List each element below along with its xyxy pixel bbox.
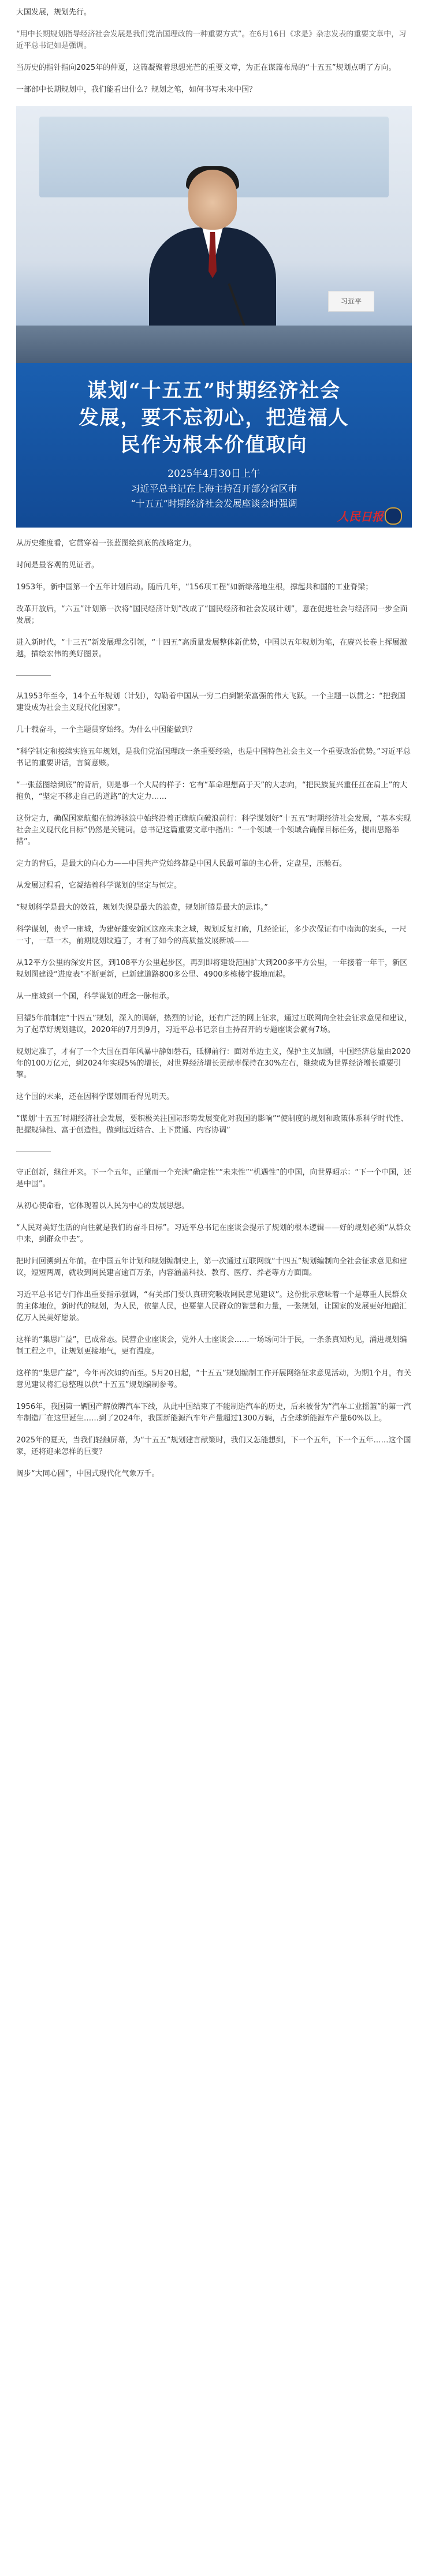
s2-para-14: 这个国的未来，还在因科学谋划而看得见明天。 [16, 1093, 174, 1101]
s2-para-3: “科学制定和接续实施五年规划，是我们党治国理政一条重要经验，也是中国特色社会主义一个重要政治优势。”习近平总书记的重要讲话，言简意赅。 [16, 747, 411, 768]
s1-para-3: 1953年，新中国第一个五年计划启动。随后几年，“156项工程”如新绿落地生根，撑起共和国的工业脊梁； [16, 583, 373, 592]
s3-para-7: 这样的“集思广益”，今年再次如约而至。5月20日起，“十五五”规划编制工作开展网络征求意见活动，为期1个月，有关意见建议将汇总整理以供“十五五”规划编制参考。 [16, 1369, 412, 1389]
intro-para-1: 大国发展，规划先行。 [16, 8, 92, 17]
s1-para-2: 时间是最客观的见证者。 [16, 561, 99, 570]
seal-icon [385, 507, 402, 525]
s3-para-2: 从初心使命看，它体现着以人民为中心的发展思想。 [16, 1202, 189, 1210]
s2-para-13: 规划定准了，才有了一个大国在百年风暴中静如磐石，砥柳前行：面对单边主义，保护主义加剧，中国经济总量由2020年的100万亿元，到2024年实现5%的增长，对世界经济增长贡献率保持在30%左右，继续成为世界经济增长重要引擎。 [16, 1048, 411, 1079]
s2-para-7: 从发展过程看，它凝结着科学谋划的坚定与恒定。 [16, 881, 182, 890]
s2-para-12: 回望5年前制定“十四五”规划，深入的调研，热烈的讨论，还有广泛的网上征求，通过互联网向全社会征求意见和建议，为了起草好规划建议，2020年的7月到9月，习近平总书记亲自主持召开的专题座谈会就有7场。 [16, 1014, 412, 1034]
s3-para-3: “人民对美好生活的向往就是我们的奋斗目标”。习近平总书记在座谈会提示了规划的根本逻辑——好的规划必须“从群众中来，到群众中去”。 [16, 1224, 411, 1244]
s2-para-11: 从一座城到一个国，科学谋划的理念一脉相承。 [16, 992, 174, 1001]
hero-headline-1: 谋划“十五五”时期经济社会 [87, 379, 341, 402]
s2-para-2: 几十载奋斗，一个主题贯穿始终。为什么中国能做到？ [16, 726, 197, 734]
divider [16, 1151, 51, 1152]
s3-para-5: 习近平总书记专门作出重要指示强调，“有关部门要认真研究吸收网民意见建议”。这份批示意味着一个是尊重人民群众的主体地位，新时代的规划，为人民，依靠人民，也要靠人民群众的智慧和力量，一张规划，让国家的发展更好地融汇亿万人民美好愿景。 [16, 1291, 407, 1322]
s3-para-4: 把时间回溯到五年前。在中国五年计划和规划编制史上，第一次通过互联网就“十四五”规划编制向全社会征求意见和建议，短短两周，就收到网民建言逾百万条，内容涵盖科技、教育、医疗、养老等方方面面。 [16, 1257, 407, 1277]
s3-para-9: 2025年的夏天，当我们轻触屏幕，为“十五五”规划建言献策时，我们又怎能想到，下一个五年，下一个五年……这个国家，还将迎来怎样的巨变？ [16, 1436, 411, 1456]
s2-para-9: 科学谋划，贵乎一座城，为建好雄安新区这座未来之城，规划反复打磨，几经论证，多少次保证有中南海的案头，一尺一寸，一草一木，前期规划纹遍了，才有了如今的高质量发展新城—— [16, 925, 407, 945]
s2-para-1: 从1953年至今，14个五年规划（计划），勾勒着中国从一穷二白到繁荣富强的伟大飞跃。一个主题一以贯之：“把我国建设成为社会主义现代化国家”。 [16, 692, 405, 712]
s2-para-5: 这份定力，确保国家航船在惊涛骇浪中始终沿着正确航向破浪前行：科学谋划好“十五五”时期经济社会发展，“基本实现社会主义现代化目标”仍然是关键词。总书记这篇重要文章中指出：“一个领域一个领域合确保目标任务，提出思路举措”。 [16, 814, 411, 846]
s1-para-5: 进入新时代，“十三五”新发展理念引领，“十四五”高质量发展整体新优势，中国以五年规划为笔，在赓兴长卷上挥展激越，描绘宏伟的美好图景。 [16, 638, 407, 659]
hero-image [16, 106, 412, 528]
hero-date: 2025年4月30日上午 [168, 468, 260, 480]
s3-para-10: 阔步“大同心圆”，中国式现代化气象万千。 [16, 1470, 159, 1478]
s2-para-6: 定力的背后，是最大的向心力——中国共产党始终都是中国人民最可靠的主心骨，定盘星，压舱石。 [16, 859, 347, 868]
logo-text: 人民日报 [337, 510, 384, 524]
divider [16, 675, 51, 676]
nameplate: 习近平 [328, 291, 374, 312]
s1-para-1: 从历史维度看，它贯穿着一张蓝图绘到底的战略定力。 [16, 539, 197, 548]
s2-para-8: “规划科学是最大的效益，规划失误是最大的浪费，规划折腾是最大的忌讳。” [16, 903, 268, 912]
speaker-figure [149, 170, 276, 337]
hero-headline-3: 民作为根本价值取向 [120, 433, 308, 457]
intro-para-2: “用中长期规划指导经济社会发展是我们党治国理政的一种重要方式”。在6月16日《求是》杂志发表的重要文章中，习近平总书记如是强调。 [16, 30, 407, 50]
hero-photo [16, 106, 412, 363]
hero-subtitle-1: 习近平总书记在上海主持召开部分省区市 [131, 483, 297, 494]
s2-para-15: “谋划‘十五五’时期经济社会发展，要积极关注国际形势发展变化对我国的影响”“使制度的规划和政策体系科学时代性、把握规律性、富于创造性，做到远近结合、上下贯通、内容协调” [16, 1115, 408, 1135]
hero-headline-2: 发展，要不忘初心，把造福人 [79, 406, 349, 429]
s3-para-6: 这样的“集思广益”，已成常态。民营企业座谈会，党外人士座谈会……一场场问计于民，一条条真知灼见，涌进规划编制工程之中，让规划更接地气，更有温度。 [16, 1336, 407, 1356]
s2-para-4: “一张蓝图绘到底”的背后，则是事一个大局的样子：它有“革命理想高于天”的大志向，“把民族复兴重任扛在肩上”的大抱负，“坚定不移走自己的道路”的大定力…… [16, 781, 408, 801]
hero-subtitle-2: “十五五”时期经济社会发展座谈会时强调 [131, 498, 297, 509]
s1-para-4: 改革开放后，“六五”计划第一次将“国民经济计划”改成了“国民经济和社会发展计划”，意在促进社会与经济同一步全面发展； [16, 605, 408, 625]
s2-para-10: 从12平方公里的深安片区，到108平方公里起步区，再到即将建设范围扩大到200多平方公里，一年接着一年干，新区规划图建设“进度表”不断更新，已新建道路800多公里、4900多栋楼宇拔地而起。 [16, 959, 408, 979]
peoples-daily-logo [337, 507, 401, 524]
intro-para-4: 一部部中长期规划中，我们能看出什么？规划之笔，如何书写未来中国？ [16, 85, 257, 94]
s3-para-1: 守正创新，继往开来。下一个五年，正肇而一个充满“确定性”“未来性”“机遇性”的中国，向世界昭示：“下一个中国，还是中国”。 [16, 1168, 412, 1188]
intro-para-3: 当历史的指针指向2025年的仲夏，这篇凝聚着思想光芒的重要文章，为正在谋篇布局的“十五五”规划点明了方向。 [16, 63, 396, 72]
s3-para-8: 1956年，我国第一辆国产解放牌汽车下线，从此中国结束了不能制造汽车的历史，后来被誉为“汽车工业摇篮”的第一汽车制造厂在这里诞生……到了2024年，我国新能源汽车年产量超过1300万辆，占全球新能源车产量60%以上。 [16, 1403, 411, 1423]
desk [16, 326, 412, 363]
